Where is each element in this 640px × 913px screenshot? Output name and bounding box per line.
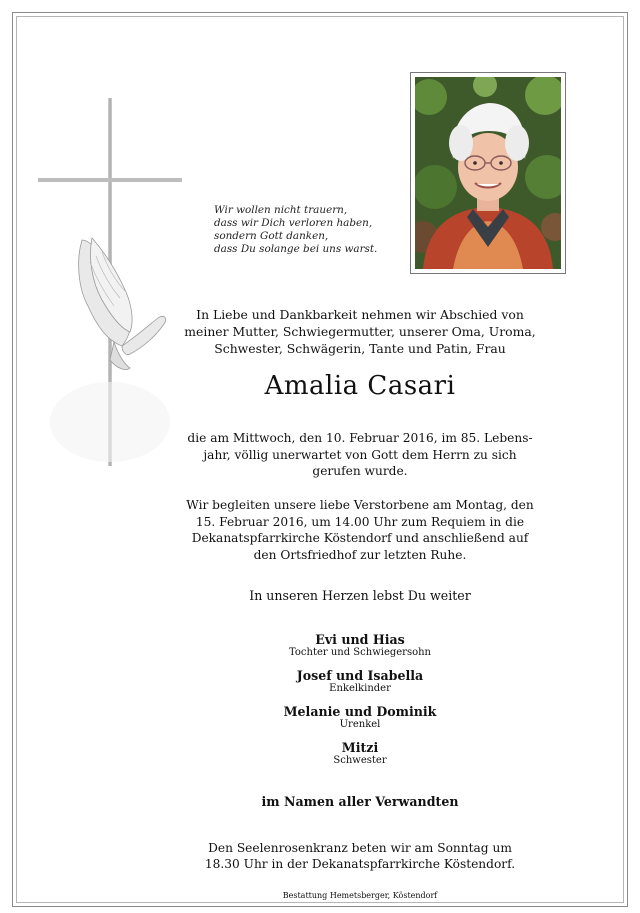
family-name: Evi und Hias	[315, 632, 405, 647]
intro-line: Schwester, Schwägerin, Tante und Patin, Frau	[214, 341, 506, 356]
quote-line: dass wir Dich verloren haben,	[214, 217, 373, 229]
memorial-quote	[214, 204, 404, 256]
intro-line: In Liebe und Dankbarkeit nehmen wir Abschied von	[196, 307, 524, 322]
death-notice-line: gerufen wurde.	[312, 464, 408, 478]
funeral-notice-line: den Ortsfriedhof zur letzten Ruhe.	[253, 547, 467, 562]
cross-with-praying-hands-icon	[30, 92, 190, 482]
family-name: Josef und Isabella	[296, 668, 424, 683]
family-entry	[180, 632, 540, 659]
funeral-notice-line: Dekanatspfarrkirche Köstendorf und anschließend auf	[191, 531, 529, 545]
closing-line: im Namen aller Verwandten	[261, 794, 459, 809]
family-role: Enkelkinder	[329, 683, 391, 694]
family-entry	[180, 668, 540, 695]
family-role: Urenkel	[339, 719, 381, 730]
family-entry	[180, 704, 540, 731]
deceased-name: Amalia Casari	[264, 371, 456, 401]
rosary-line: 18.30 Uhr in der Dekanatspfarrkirche Köstendorf.	[204, 857, 516, 871]
death-notice-line: jahr, völlig unerwartet von Gott dem Herrn zu sich	[203, 447, 517, 462]
quote-line: dass Du solange bei uns warst.	[214, 243, 378, 255]
family-list	[180, 632, 540, 776]
quote-line: sondern Gott danken,	[214, 230, 329, 242]
portrait-frame	[410, 72, 566, 274]
family-name: Mitzi	[341, 740, 379, 755]
family-name: Melanie und Dominik	[283, 704, 437, 719]
quote-line: Wir wollen nicht trauern,	[214, 204, 348, 216]
intro-text	[180, 306, 540, 357]
rosary-line: Den Seelenrosenkranz beten wir am Sonntag um	[208, 841, 512, 855]
intro-line: meiner Mutter, Schwiegermutter, unserer Oma, Uroma,	[184, 324, 536, 339]
funeral-notice	[180, 497, 540, 563]
family-entry	[180, 740, 540, 767]
motto: In unseren Herzen lebst Du weiter	[249, 588, 471, 603]
family-role: Tochter und Schwiegersohn	[288, 647, 431, 658]
rosary-notice	[180, 840, 540, 872]
death-notice	[180, 430, 540, 480]
death-notice-line: die am Mittwoch, den 10. Februar 2016, im 85. Lebens-	[187, 431, 533, 445]
family-role: Schwester	[333, 755, 387, 766]
funeral-home-credit: Bestattung Hemetsberger, Köstendorf	[282, 891, 438, 900]
portrait-photo	[415, 77, 561, 269]
funeral-notice-line: Wir begleiten unsere liebe Verstorbene am Montag, den	[186, 498, 534, 512]
funeral-notice-line: 15. Februar 2016, um 14.00 Uhr zum Requiem in die	[195, 514, 525, 529]
